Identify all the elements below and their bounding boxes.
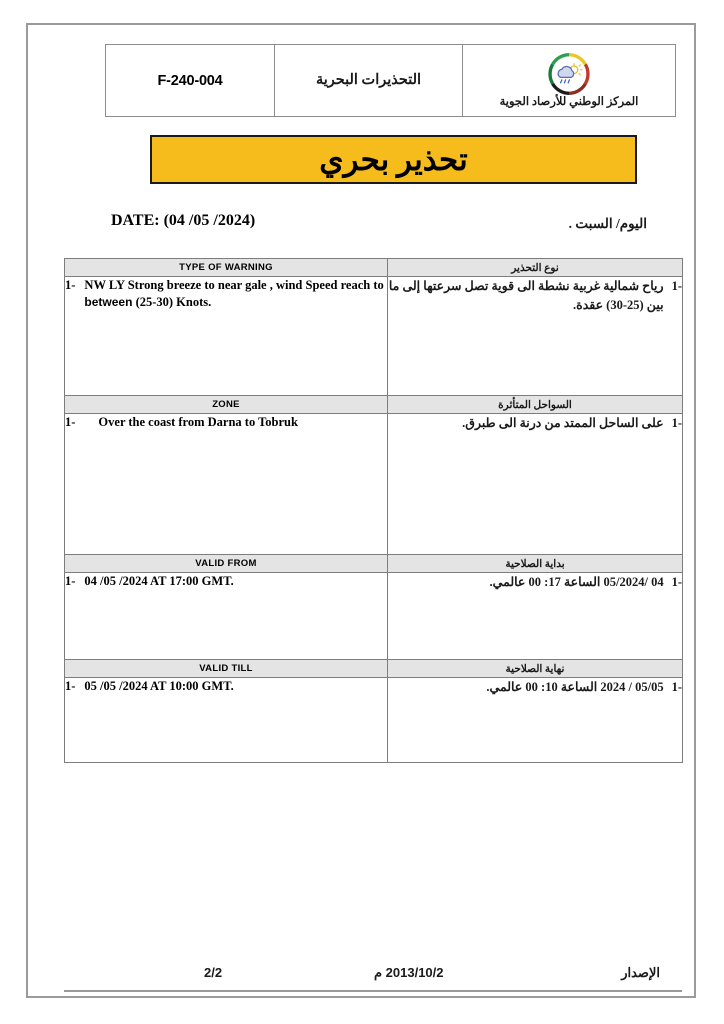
- document-title-cell: [275, 45, 463, 117]
- item-number-en: 1-: [65, 679, 76, 693]
- valid-till-ar-cell: [388, 678, 683, 763]
- section-body-valid-from: [65, 573, 683, 660]
- section-body-type-of-warning: [65, 277, 683, 396]
- item-number-ar: -1: [671, 680, 682, 694]
- day-arabic-text: اليوم/ السبت .: [568, 216, 647, 231]
- header-type-of-warning-ar: نوع التحذير: [388, 259, 683, 277]
- document-title-text: التحذيرات البحرية: [315, 72, 422, 88]
- item-number-ar: -1: [671, 416, 682, 430]
- header-valid-from-ar: بداية الصلاحية: [388, 555, 683, 573]
- valid-till-text-ar: 05/05 / 2024 الساعة 10: 00 عالمي.: [486, 680, 664, 694]
- warning-text-en-between: between: [84, 294, 133, 309]
- valid-from-text-en: 04 /05 /2024 AT 17:00 GMT.: [84, 574, 234, 588]
- form-code-cell: [106, 45, 275, 117]
- organization-logo: [469, 53, 669, 95]
- weather-cloud-sun-logo-icon: [548, 53, 590, 95]
- section-header-valid-from: [65, 555, 683, 573]
- item-number-en: 1-: [65, 574, 76, 588]
- valid-from-ar-cell: [388, 573, 683, 660]
- warning-text-ar-cell: [388, 277, 683, 396]
- section-body-valid-till: [65, 678, 683, 763]
- valid-till-en-cell: [65, 678, 388, 763]
- marine-warning-banner: [150, 135, 637, 184]
- date-row: [87, 212, 647, 238]
- header-valid-from-en: VALID FROM: [65, 555, 388, 573]
- document-header-table: [105, 44, 676, 117]
- section-body-zone: [65, 414, 683, 555]
- list-item: [65, 573, 387, 590]
- header-valid-till-ar: نهاية الصلاحية: [388, 660, 683, 678]
- section-header-valid-till: [65, 660, 683, 678]
- warning-text-ar: رياح شمالية غربية نشطة الى قوية تصل سرعتها إلى ما بين (25-30) عقدة.: [388, 279, 664, 312]
- document-footer: [64, 960, 682, 996]
- item-number-ar: -1: [671, 279, 682, 293]
- list-item: [65, 414, 387, 431]
- issue-date-text: 2013/10/2 م: [374, 965, 444, 980]
- organization-cell: [463, 45, 676, 117]
- date-english-text: DATE: (04 /05 /2024): [111, 212, 256, 229]
- issue-label-text: الإصدار: [621, 965, 660, 980]
- list-item: [388, 573, 682, 592]
- footer-divider: [64, 990, 682, 992]
- section-header-type-of-warning: [65, 259, 683, 277]
- form-code-text: F-240-004: [157, 72, 223, 89]
- warning-text-en-part1: NW LY Strong breeze to near gale , wind Speed reach to: [84, 278, 384, 292]
- header-zone-ar: السواحل المتأثرة: [388, 396, 683, 414]
- header-valid-till-en: VALID TILL: [65, 660, 388, 678]
- warning-text-en-cell: [65, 277, 388, 396]
- item-number-ar: -1: [671, 575, 682, 589]
- warning-text-en-part2: (25-30) Knots.: [132, 294, 212, 309]
- list-item: [65, 277, 387, 311]
- document-page: [26, 23, 696, 998]
- list-item: [388, 414, 682, 433]
- header-row: [106, 45, 676, 117]
- zone-text-ar-cell: [388, 414, 683, 555]
- warning-details-table: [64, 258, 683, 763]
- item-number-en: 1-: [65, 415, 76, 429]
- section-header-zone: [65, 396, 683, 414]
- page-number-text: 2/2: [204, 965, 223, 980]
- item-number-en: 1-: [65, 278, 76, 292]
- list-item: [388, 277, 682, 315]
- warning-text-en: [84, 277, 387, 311]
- list-item: [388, 678, 682, 697]
- zone-text-en-cell: [65, 414, 388, 555]
- valid-from-en-cell: [65, 573, 388, 660]
- header-zone-en: ZONE: [65, 396, 388, 414]
- zone-text-ar: على الساحل الممتد من درنة الى طبرق.: [462, 416, 664, 430]
- organization-name-text: المركز الوطني للأرصاد الجوية: [499, 95, 639, 108]
- valid-from-text-ar: 04 /05/2024 الساعة 17: 00 عالمي.: [489, 575, 664, 589]
- zone-text-en: Over the coast from Darna to Tobruk: [98, 415, 298, 429]
- valid-till-text-en: 05 /05 /2024 AT 10:00 GMT.: [84, 679, 234, 693]
- list-item: [65, 678, 387, 695]
- banner-title-text: تحذير بحري: [319, 142, 468, 177]
- header-type-of-warning-en: TYPE OF WARNING: [65, 259, 388, 277]
